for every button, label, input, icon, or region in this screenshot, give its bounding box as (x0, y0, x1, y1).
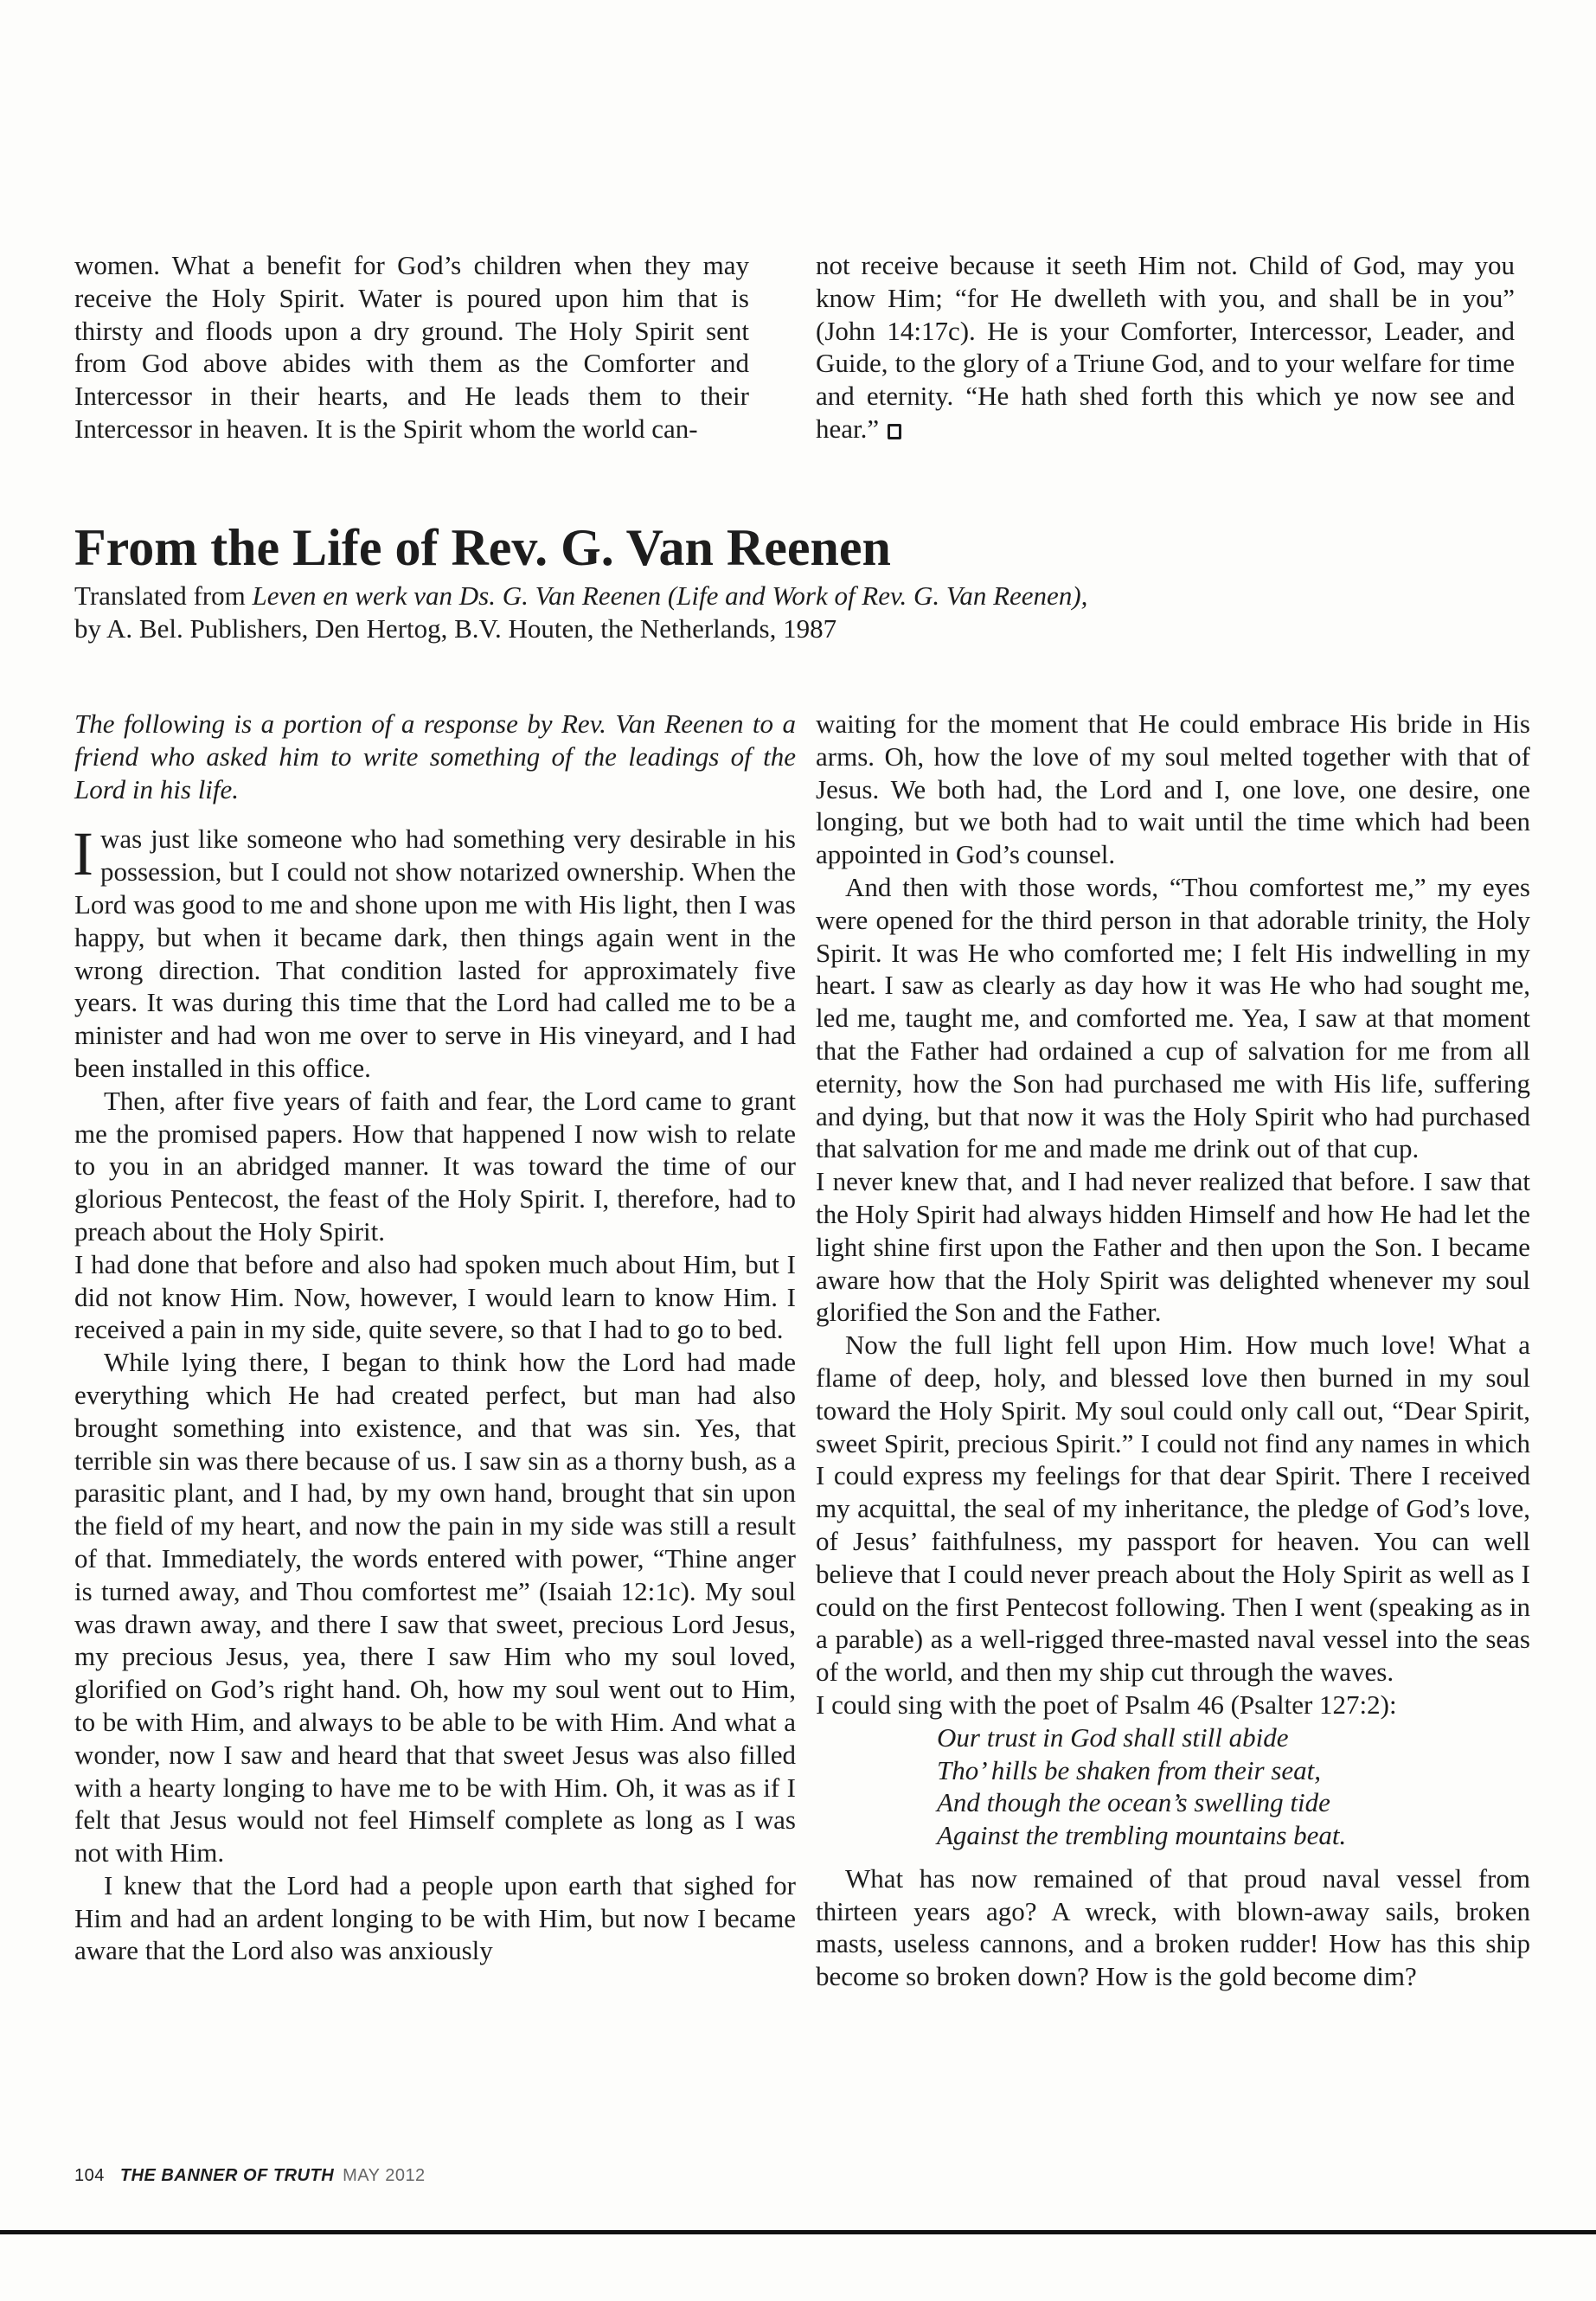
article-paragraph: While lying there, I began to think how the Lord had made everything which He had created perfect, but man had also brought something into existence, and that was sin. Yes, that terrible sin was there because of us. I saw sin as a thorny bush, as a parasitic plant, and I had, by my own hand, brought that sin upon the field of my heart, and now the pain in my side was still a result of that. Immediately, the words entered with power, “Thine anger is turned away, and Thou comfortest me” (Isaiah 12:1c). My soul was drawn away, and there I saw that sweet, precious Lord Jesus, my precious Jesus, yea, there I saw Him who my soul loved, glorified on God’s right hand. Oh, how my soul went out to Him, to be with Him, and always to be able to be with Him. And what a wonder, now I saw and heard that that sweet Jesus was also filled with a hearty longing to have me to be with Him. Oh, it was as if I felt that Jesus would not feel Himself complete as long as I was not with Him. (74, 1347, 796, 1868)
previous-article-text-left: women. What a benefit for God’s children when they may receive the Holy Spirit. Water is poured upon him that is thirsty and floods upon a dry ground. The Holy Spirit sent from God above abides with them as the Comforter and Intercessor in their hearts, and He leads them to their Intercessor in heaven. It is the Spirit whom the world can- (74, 250, 749, 444)
article-paragraph: waiting for the moment that He could embrace His bride in His arms. Oh, how the love of my soul melted together with that of Jesus. We both had, the Lord and I, one love, one desire, one longing, but we both had to wait until the time which had been appointed in God’s counsel. (816, 708, 1530, 870)
article-paragraph: I never knew that, and I had never realized that before. I saw that the Holy Spirit had always hidden Himself and how He had let the light shine first upon the Father and then upon the Son. I became aware how that the Holy Spirit was delighted whenever my soul glorified the Son and the Father. (816, 1166, 1530, 1328)
article-paragraph (73, 819, 796, 1084)
article-paragraph: And then with those words, “Thou comfortest me,” my eyes were opened for the third person in that adorable trinity, the Holy Spirit. It was He who comforted me; I felt His indwelling in my heart. I saw as clearly as day how it was He who had sought me, led me, taught me, and comforted me. Yea, I saw at that moment that the Father had ordained a cup of salvation for me from all eternity, how the Son had purchased me with His life, suffering and dying, but that now it was the Holy Spirit who had purchased that salvation for me and made me drink out of that cup. (816, 871, 1530, 1164)
verse-line: Our trust in God shall still abide (937, 1721, 1289, 1753)
previous-article-text-right (816, 249, 1515, 445)
article-paragraph: I knew that the Lord had a people upon earth that sighed for Him and had an ardent longing to be with Him, but now I became aware that the Lord also was anxiously (74, 1869, 796, 1966)
credit-work-title: Leven en werk van Ds. G. Van Reenen (Life and Work of Rev. G. Van Reenen), (252, 580, 1088, 611)
article-paragraph: I could sing with the poet of Psalm 46 (Psalter 127:2): (816, 1689, 1397, 1720)
verse-line: Tho’ hills be shaken from their seat, (937, 1754, 1322, 1785)
article-right-column (816, 708, 1530, 1993)
bottom-rule (0, 2230, 1596, 2234)
end-of-article-icon (888, 424, 901, 439)
credit-prefix: Translated from (74, 580, 253, 611)
magazine-name: THE BANNER OF TRUTH (119, 2166, 335, 2185)
article-left-column (74, 708, 796, 1967)
previous-article-right-column (816, 249, 1515, 445)
paragraph-text: was just like someone who had something very desirable in his possession, but I could not show notarized ownership. When the Lord was good to me and shone upon me with His light, then I was happy, but when it became dark, then things again went in the wrong direction. That condition lasted for approximately five years. It was during this time that the Lord had called me to be a minister and had won me over to serve in His vineyard, and I had been installed in this office. (74, 824, 796, 1083)
article-paragraph: Now the full light fell upon Him. How much love! What a flame of deep, holy, and blessed love then burned in my soul toward the Holy Spirit. My soul could only call out, “Dear Spirit, sweet Spirit, precious Spirit.” I could not find any names in which I could express my feelings for that dear Spirit. There I received my acquittal, the seal of my inheritance, the pledge of God’s love, of Jesus’ faithfulness, my passport for heaven. You can well believe that I could never preach about the Holy Spirit as well as I could on the first Pentecost following. Then I went (speaking as in a parable) as a well-rigged three-masted naval vessel into the seas of the world, and then my ship cut through the waves. (816, 1330, 1530, 1688)
article-paragraph: I had done that before and also had spoken much about Him, but I did not know Him. Now, however, I would learn to know Him. I received a pain in my side, quite severe, so that I had to go to bed. (74, 1248, 796, 1345)
psalter-verse (937, 1721, 1530, 1852)
article-paragraph: Then, after five years of faith and fear, the Lord came to grant me the promised papers. How that happened I now wish to relate to you in an abridged manner. It was toward the time of our glorious Pentecost, the feast of the Holy Spirit. I, therefore, had to preach about the Holy Spirit. (74, 1085, 796, 1247)
article-intro: The following is a portion of a response by Rev. Van Reenen to a friend who asked him to write something of the leadings of the Lord in his life. (74, 708, 796, 804)
article-title: From the Life of Rev. G. Van Reenen (74, 519, 891, 576)
previous-article-left-column (74, 249, 749, 445)
article-paragraph: What has now remained of that proud naval vessel from thirteen years ago? A wreck, with blown-away sails, broken masts, useless cannons, and a broken rudder! How has this ship become so broken down? How is the gold become dim? (816, 1862, 1530, 1992)
verse-line: Against the trembling mountains beat. (937, 1820, 1347, 1851)
page-number: 104 (74, 2166, 105, 2185)
verse-line: And though the ocean’s swelling tide (937, 1787, 1330, 1818)
article-credit (74, 580, 1112, 645)
issue-date: MAY 2012 (343, 2166, 426, 2185)
page-footer (74, 2166, 426, 2186)
drop-cap: I (73, 819, 93, 889)
previous-article-text-right-body: not receive because it seeth Him not. Child of God, may you know Him; “for He dwelleth with you, and shall be in you” (John 14:17c). He is your Comforter, Intercessor, Leader, and Guide, to the glory of a Triune God, and to your welfare for time and eternity. “He hath shed forth this which ye now see and hear.” (816, 250, 1515, 444)
credit-publisher: by A. Bel. Publishers, Den Hertog, B.V. Houten, the Netherlands, 1987 (74, 612, 837, 644)
